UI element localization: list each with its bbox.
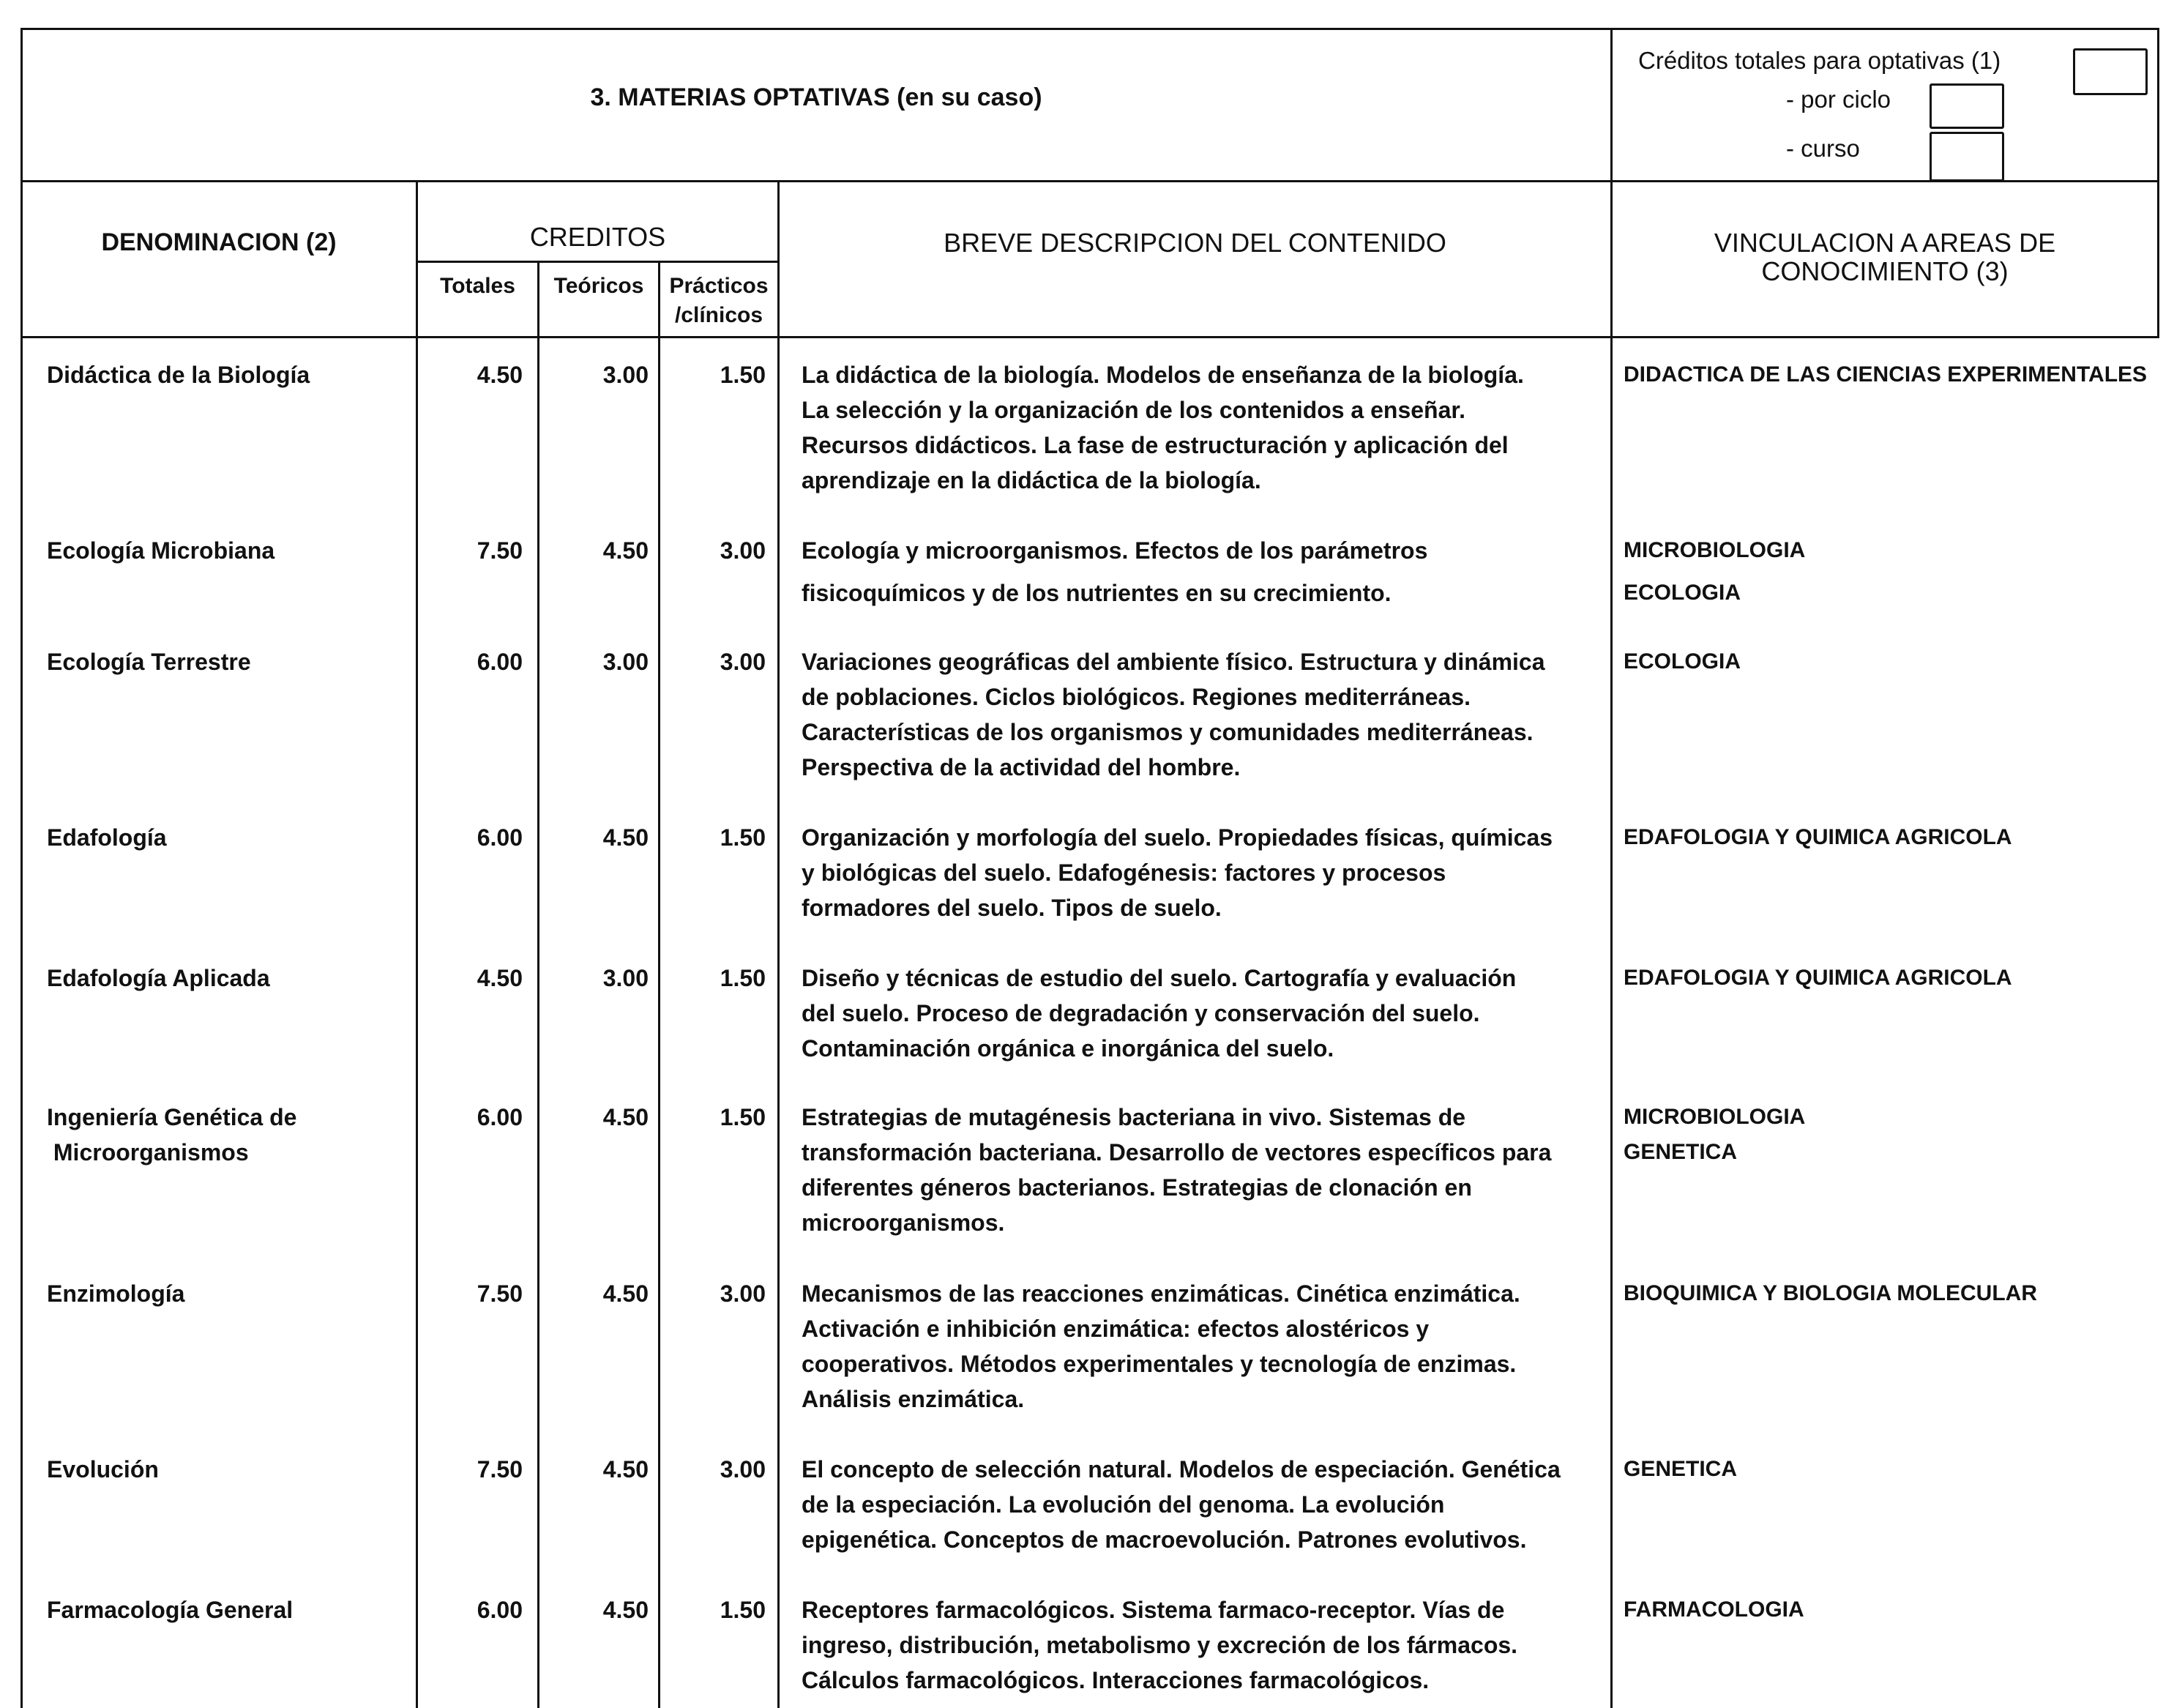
description-line: Receptores farmacológicos. Sistema farmaco-receptor. Vías de — [802, 1597, 1505, 1623]
column-header-divider — [20, 336, 2159, 338]
description-line: aprendizaje en la didáctica de la biología. — [802, 467, 1261, 493]
credits-totales: 6.00 — [477, 1597, 523, 1623]
col-header-totales: Totales — [440, 274, 515, 298]
credits-teoricos: 3.00 — [602, 649, 649, 675]
description-line: fisicoquímicos y de los nutrientes en su crecimiento. — [802, 580, 1392, 606]
por-ciclo-box[interactable] — [1930, 83, 2004, 129]
col-divider-totales — [537, 261, 539, 1708]
description-line: de poblaciones. Ciclos biológicos. Regiones mediterráneas. — [802, 684, 1471, 710]
curso-label: - curso — [1786, 135, 1860, 162]
credits-practicos: 1.50 — [720, 965, 766, 991]
description-line: formadores del suelo. Tipos de suelo. — [802, 895, 1222, 921]
description-line: Perspectiva de la actividad del hombre. — [802, 754, 1241, 780]
description-line: ingreso, distribución, metabolismo y excreción de los fármacos. — [802, 1632, 1518, 1658]
description-line: Análisis enzimática. — [802, 1386, 1025, 1412]
credits-practicos: 1.50 — [720, 824, 766, 851]
credits-practicos: 3.00 — [720, 537, 766, 564]
area-line: ECOLOGIA — [1624, 649, 1741, 674]
description-line: del suelo. Proceso de degradación y conservación del suelo. — [802, 1000, 1480, 1026]
description-line: Variaciones geográficas del ambiente físico. Estructura y dinámica — [802, 649, 1545, 675]
description-line: y biológicas del suelo. Edafogénesis: factores y procesos — [802, 859, 1446, 886]
area-line: DIDACTICA DE LAS CIENCIAS EXPERIMENTALES — [1624, 362, 2148, 387]
col-header-teoricos: Teóricos — [553, 274, 644, 298]
subject-name: Farmacología General — [47, 1597, 294, 1623]
credits-practicos: 3.00 — [720, 649, 766, 675]
credits-totales: 4.50 — [477, 362, 523, 388]
description-line: transformación bacteriana. Desarrollo de vectores específicos para — [802, 1139, 1552, 1166]
area-line: GENETICA — [1624, 1457, 1738, 1481]
subject-name: Didáctica de la Biología — [47, 362, 310, 388]
credits-teoricos: 4.50 — [602, 1104, 649, 1130]
area-line: EDAFOLOGIA Y QUIMICA AGRICOLA — [1624, 966, 2012, 990]
por-ciclo-label: - por ciclo — [1786, 86, 1891, 113]
curso-box[interactable] — [1930, 132, 2004, 182]
credits-practicos: 3.00 — [720, 1456, 766, 1483]
credits-teoricos: 4.50 — [602, 824, 649, 851]
description-line: Mecanismos de las reacciones enzimáticas. Cinética enzimática. — [802, 1280, 1520, 1307]
credits-totales: 6.00 — [477, 824, 523, 851]
credits-totales: 6.00 — [477, 1104, 523, 1130]
subject-name: Edafología Aplicada — [47, 965, 270, 991]
subject-name: Evolución — [47, 1456, 159, 1483]
area-line: MICROBIOLOGIA — [1624, 1105, 1806, 1129]
area-line: BIOQUIMICA Y BIOLOGIA MOLECULAR — [1624, 1281, 2038, 1305]
credits-teoricos: 3.00 — [602, 965, 649, 991]
credits-practicos: 1.50 — [720, 1597, 766, 1623]
col-divider-denominacion — [416, 180, 418, 1708]
credits-totales: 4.50 — [477, 965, 523, 991]
description-line: Diseño y técnicas de estudio del suelo. Cartografía y evaluación — [802, 965, 1517, 991]
credits-practicos: 1.50 — [720, 1104, 766, 1130]
description-line: Contaminación orgánica e inorgánica del suelo. — [802, 1035, 1334, 1062]
credits-total-label: Créditos totales para optativas (1) — [1638, 47, 2001, 74]
col-header-vinculacion-2: CONOCIMIENTO (3) — [1761, 256, 2009, 286]
credits-teoricos: 4.50 — [602, 1280, 649, 1307]
credits-practicos: 1.50 — [720, 362, 766, 388]
subject-name: Ecología Terrestre — [47, 649, 251, 675]
area-line: EDAFOLOGIA Y QUIMICA AGRICOLA — [1624, 825, 2012, 849]
description-line: epigenética. Conceptos de macroevolución. Patrones evolutivos. — [802, 1526, 1527, 1553]
description-line: Ecología y microorganismos. Efectos de los parámetros — [802, 537, 1428, 564]
description-line: microorganismos. — [802, 1209, 1005, 1236]
description-line: La selección y la organización de los contenidos a enseñar. — [802, 397, 1465, 423]
table-left-border — [20, 28, 23, 1708]
col-divider-teoricos — [658, 261, 660, 1708]
col-header-clinicos: /clínicos — [674, 303, 763, 327]
credits-totales: 7.50 — [477, 537, 523, 564]
col-header-creditos: CREDITOS — [529, 222, 666, 252]
col-header-vinculacion-1: VINCULACION A AREAS DE — [1714, 228, 2056, 258]
description-line: Activación e inhibición enzimática: efectos alostéricos y — [802, 1316, 1430, 1342]
description-line: Cálculos farmacológicos. Interacciones farmacológicos. — [802, 1667, 1430, 1693]
description-line: Características de los organismos y comunidades mediterráneas. — [802, 719, 1534, 745]
description-line: La didáctica de la biología. Modelos de enseñanza de la biología. — [802, 362, 1524, 388]
col-header-denominacion: DENOMINACION (2) — [101, 228, 337, 256]
header-divider — [20, 180, 2159, 182]
credits-totales: 7.50 — [477, 1456, 523, 1483]
credits-teoricos: 3.00 — [602, 362, 649, 388]
description-line: El concepto de selección natural. Modelos de especiación. Genética — [802, 1456, 1561, 1483]
subject-name: Edafología — [47, 824, 167, 851]
col-header-descripcion: BREVE DESCRIPCION DEL CONTENIDO — [944, 228, 1446, 258]
area-line: GENETICA — [1624, 1140, 1738, 1164]
description-line: de la especiación. La evolución del genoma. La evolución — [802, 1491, 1445, 1518]
credits-practicos: 3.00 — [720, 1280, 766, 1307]
creditos-subheader-divider — [418, 261, 779, 263]
subject-name: Ingeniería Genética de — [47, 1104, 297, 1130]
credits-total-box[interactable] — [2073, 48, 2148, 95]
area-line: ECOLOGIA — [1624, 581, 1741, 605]
col-header-practicos: Prácticos — [669, 274, 769, 298]
credits-teoricos: 4.50 — [602, 1456, 649, 1483]
subject-name: Microorganismos — [47, 1139, 249, 1166]
credits-totales: 7.50 — [477, 1280, 523, 1307]
area-line: FARMACOLOGIA — [1624, 1597, 1804, 1622]
description-line: Organización y morfología del suelo. Propiedades físicas, químicas — [802, 824, 1553, 851]
section-title: 3. MATERIAS OPTATIVAS (en su caso) — [590, 83, 1042, 111]
area-line: MICROBIOLOGIA — [1624, 538, 1806, 562]
credits-totales: 6.00 — [477, 649, 523, 675]
col-divider-creditos — [777, 180, 780, 1708]
credits-teoricos: 4.50 — [602, 1597, 649, 1623]
credits-teoricos: 4.50 — [602, 537, 649, 564]
description-line: Estrategias de mutagénesis bacteriana in vivo. Sistemas de — [802, 1104, 1466, 1130]
table-right-border — [2157, 28, 2159, 338]
subject-name: Enzimología — [47, 1280, 185, 1307]
description-line: cooperativos. Métodos experimentales y tecnología de enzimas. — [802, 1351, 1517, 1377]
table-top-border — [20, 28, 2159, 30]
description-line: Recursos didácticos. La fase de estructuración y aplicación del — [802, 432, 1509, 458]
subject-name: Ecología Microbiana — [47, 537, 275, 564]
description-line: diferentes géneros bacterianos. Estrategias de clonación en — [802, 1174, 1472, 1201]
